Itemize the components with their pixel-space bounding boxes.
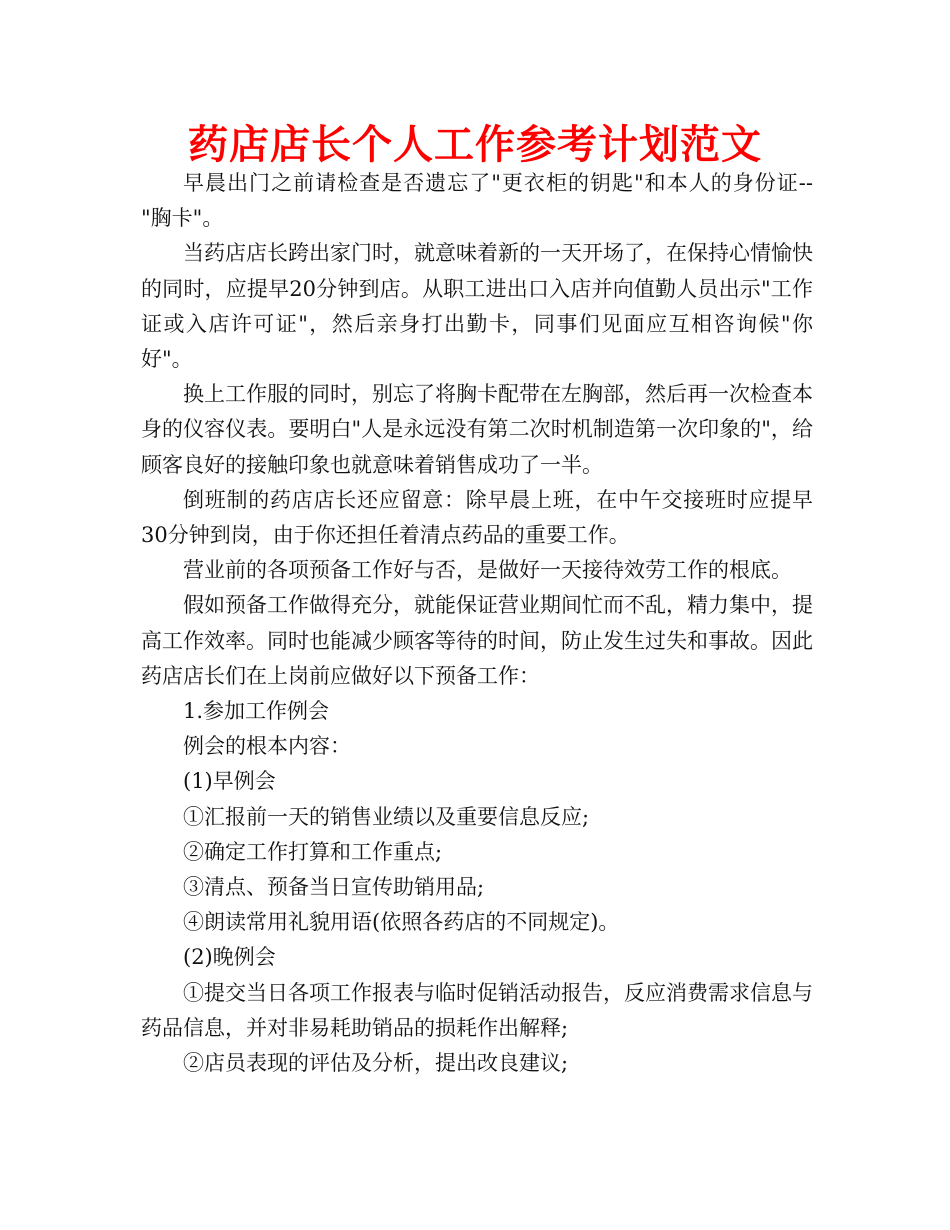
- paragraph-wardrobe-key: 早晨出门之前请检查是否遗忘了"更衣柜的钥匙"和本人的身份证--"胸卡"。: [141, 171, 813, 231]
- list-item: ③清点、预备当日宣传助销用品;: [183, 875, 485, 900]
- list-item: ①汇报前一天的销售业绩以及重要信息反应;: [183, 804, 590, 829]
- paragraph-preparation: 营业前的各项预备工作好与否，是做好一天接待效劳工作的根底。: [183, 558, 792, 583]
- paragraph-arrival: 当药店店长跨出家门时，就意味着新的一天开场了，在保持心情愉快的同时，应提早20分钟到店。从职工进出口入店并向值勤人员出示"工作证或入店许可证"，然后亲身打出勤卡，同事们见面应互相咨询候"你好"。: [141, 241, 813, 372]
- list-item: 例会的根本内容：: [183, 734, 351, 759]
- paragraph-shift: 倒班制的药店店长还应留意：除早晨上班，在中午交接班时应提早30分钟到岗，由于你还担任着清点药品的重要工作。: [141, 487, 813, 548]
- list-item: (2)晚例会: [183, 945, 276, 970]
- list-item: (1)早例会: [183, 769, 276, 794]
- document-body: [141, 166, 813, 1081]
- paragraph-staff-evaluation: ②店员表现的评估及分析，提出改良建议;: [183, 1051, 569, 1076]
- list-item: ②确定工作打算和工作重点;: [183, 839, 443, 864]
- paragraph-efficiency: 假如预备工作做得充分，就能保证营业期间忙而不乱，精力集中，提高工作效率。同时也能减少顾客等待的时间，防止发生过失和事故。因此药店店长们在上岗前应做好以下预备工作：: [141, 593, 813, 688]
- paragraph-appearance: 换上工作服的同时，别忘了将胸卡配带在左胸部，然后再一次检查本身的仪容仪表。要明白"人是永远没有第二次时机制造第一次印象的"，给顾客良好的接触印象也就意味着销售成功了一半。: [141, 382, 813, 477]
- document-title: 药店店长个人工作参考计划范文: [188, 121, 762, 168]
- paragraph-evening-report: ①提交当日各项工作报表与临时促销活动报告，反应消费需求信息与药品信息，并对非易耗助销品的损耗作出解释;: [141, 980, 813, 1040]
- list-item: 1.参加工作例会: [183, 699, 330, 724]
- list-item: ④朗读常用礼貌用语(依照各药店的不同规定)。: [183, 910, 620, 935]
